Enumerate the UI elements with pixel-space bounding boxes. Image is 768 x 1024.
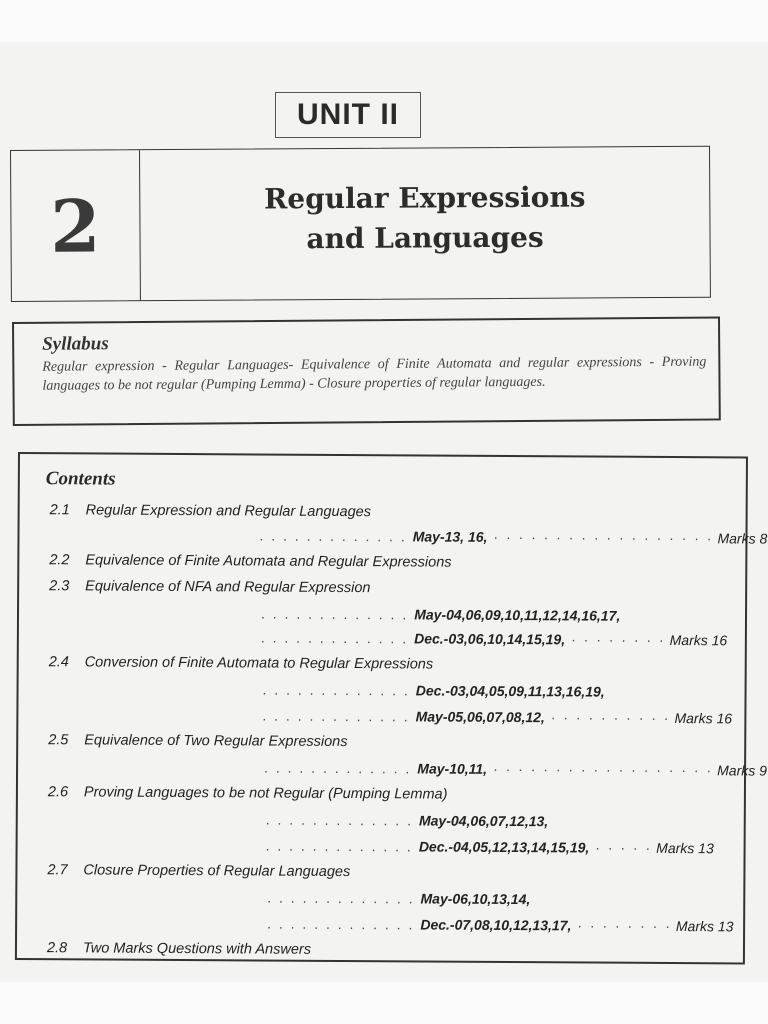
date-line [267,916,733,935]
exam-dates: May-06,10,13,14, [420,890,531,908]
marks-label: Marks 16 [669,631,728,649]
leader-dots: . . . . . . . . . . . . . [265,837,413,855]
exam-dates: Dec.-04,05,12,13,14,15,19, [418,838,590,856]
entry-number: 2.3 [49,578,70,595]
entry-title: Equivalence of NFA and Regular Expression [85,578,371,597]
contents-heading: Contents [45,468,116,490]
contents-entry [49,654,434,672]
leader-dots: . . . . . . . . . . . . . [264,759,412,777]
exam-dates: May-04,06,07,12,13, [418,812,549,830]
entry-title: Proving Languages to be not Regular (Pumping Lemma) [83,784,448,803]
contents-entry [47,940,311,958]
entry-number: 2.7 [47,862,68,879]
page-top-margin [0,0,768,42]
contents-entry [48,784,448,802]
entry-number: 2.2 [49,552,70,569]
date-line [266,838,714,857]
exam-dates: May-10,11, [417,760,488,777]
exam-dates: May-05,06,07,08,12, [415,708,545,726]
entry-title: Two Marks Questions with Answers [82,940,312,958]
marks-label: Marks 13 [656,839,714,857]
leader-dots: · · · · · [595,839,653,856]
entry-title: Closure Properties of Regular Languages [83,862,351,881]
leader-dots: . . . . . . . . . . . . . [260,605,409,623]
date-line [266,812,549,830]
leader-dots: · · · · · · · · · · [550,709,671,726]
leader-dots: . . . . . . . . . . . . . [262,707,410,725]
entry-title: Equivalence of Two Regular Expressions [84,732,348,751]
entry-number: 2.8 [46,940,68,957]
contents-entry [48,732,347,750]
leader-dots: . . . . . . . . . . . . . [259,527,407,545]
leader-dots: · · · · · · · · · · · · · · · · · · [493,528,714,547]
entry-number: 2.6 [47,784,69,801]
syllabus-heading: Syllabus [42,333,109,355]
date-line [261,629,727,648]
leader-dots: . . . . . . . . . . . . . [262,681,410,699]
exam-dates: Dec.-03,04,05,09,11,13,16,19, [415,682,605,700]
unit-label: UNIT II [275,92,421,138]
leader-dots: . . . . . . . . . . . . . [265,811,414,829]
chapter-header [10,146,711,302]
exam-dates: Dec.-07,08,10,12,13,17, [420,916,572,934]
date-line [261,605,620,623]
chapter-number: 2 [11,150,141,301]
contents-entry [50,502,371,520]
date-line [263,681,605,699]
marks-label: Marks 16 [674,710,733,727]
marks-label: Marks 13 [675,918,734,935]
date-line [267,890,530,908]
entry-title: Conversion of Finite Automata to Regular Expressions [84,654,434,673]
chapter-title [140,147,710,300]
entry-number: 2.5 [48,732,69,749]
exam-dates: May-13, 16, [412,528,488,545]
date-line [259,527,767,546]
syllabus-text: Regular expression - Regular Languages- Equivalence of Finite Automata and regular expressions - Proving languages to be not regular (Pumping Lemma) - Closure properties of regular languages. [42,354,707,394]
entry-title: Regular Expression and Regular Languages [85,502,372,521]
leader-dots: · · · · · · · · · · · · · · · · · · [493,760,714,779]
leader-dots: · · · · · · · · [577,917,672,935]
exam-dates: May-04,06,09,10,11,12,14,16,17, [414,606,621,624]
entry-number: 2.1 [49,502,70,519]
contents-entry [49,578,370,596]
entry-number: 2.4 [48,654,69,671]
leader-dots: . . . . . . . . . . . . . [267,889,415,907]
exam-dates: Dec.-03,06,10,14,15,19, [414,630,566,648]
marks-label: Marks 9 [717,762,767,779]
entry-title: Equivalence of Finite Automata and Regular Expressions [85,552,452,571]
page-bottom-margin [0,982,768,1024]
leader-dots: . . . . . . . . . . . . . [260,629,409,647]
contents-entry [47,862,350,880]
leader-dots: . . . . . . . . . . . . . [267,915,415,933]
marks-label: Marks 8 [717,530,768,547]
chapter-title-line-2: and Languages [306,220,544,256]
date-line [264,760,767,779]
leader-dots: · · · · · · · · [571,631,666,648]
contents-entry [49,552,451,570]
chapter-title-line-1: Regular Expressions [263,180,586,216]
syllabus-box [12,316,721,426]
contents-box [15,452,768,964]
date-line [262,707,732,726]
